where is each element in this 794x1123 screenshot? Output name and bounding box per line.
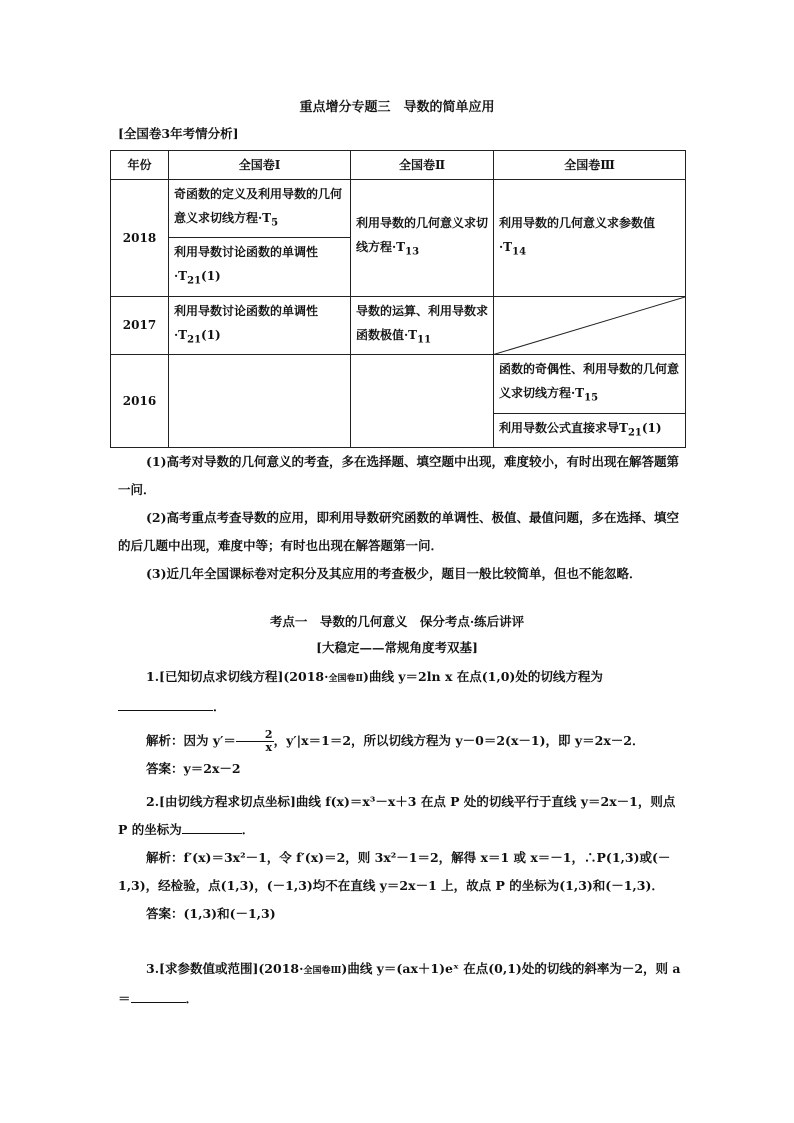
table-row-2017	[111, 296, 686, 354]
question-2-solution: 解析：f′(x)＝3x²－1，令 f′(x)＝2，则 3x²－1＝2，解得 x＝1 或 x＝－1，∴P(1,3)或(－1,3)，经检验，点(1,3)，(－1,3)均不在直线 y＝2x－1 上，故点 P 的坐标为(1,3)和(－1,3)．	[118, 850, 671, 893]
cell-2016-paper2-empty	[351, 355, 494, 448]
cell-2016-paper3-b: 利用导数公式直接求导$T_{21}(1)$	[494, 413, 686, 447]
year-2017: 2017	[111, 296, 169, 354]
table-row-2016	[111, 355, 686, 413]
cell-2018-paper3: 利用导数的几何意义求参数值$\cdot T_{14}$	[494, 180, 686, 297]
question-2	[118, 788, 688, 928]
analysis-label: [全国卷3年考情分析]	[118, 126, 239, 141]
year-2016: 2016	[111, 355, 169, 448]
question-2-stem: 2.[由切线方程求切点坐标]曲线 f(x)＝x³－x＋3 在点 P 处的切线平行于直线 y＝2x－1，则点 P 的坐标为 ．	[118, 794, 676, 837]
header-paper-3: 全国卷Ⅲ	[494, 151, 686, 180]
section-title: 考点一 导数的几何意义 保分考点·练后讲评	[269, 614, 525, 629]
analysis-point-2: (2)高考重点考查导数的应用，即利用导数研究函数的单调性、极值、最值问题，多在选择、填空的后几题中出现，难度中等；有时也出现在解答题第一问．	[118, 510, 680, 553]
table-row-2018	[111, 180, 686, 238]
exam-analysis-table	[110, 150, 686, 448]
analysis-point-3: (3)近几年全国课标卷对定积分及其应用的考查极少，题目一般比较简单，但也不能忽略．	[146, 566, 642, 581]
cell-2016-paper3-a: 函数的奇偶性、利用导数的几何意义求切线方程$\cdot T_{15}$	[494, 355, 686, 413]
year-2018: 2018	[111, 180, 169, 297]
fraction: $\frac{2}{x}$	[236, 729, 274, 754]
cell-2016-paper1-empty	[169, 355, 351, 448]
analysis-paragraphs	[118, 448, 688, 588]
analysis-point-1: (1)高考对导数的几何意义的考查，多在选择题、填空题中出现，难度较小，有时出现在解答题第一问．	[118, 454, 680, 497]
page-title: 重点增分专题三 导数的简单应用	[299, 100, 495, 115]
answer-blank	[182, 817, 242, 834]
question-2-answer: 答案：(1,3)和(－1,3)	[146, 906, 276, 921]
cell-2017-paper2: 导数的运算、利用导数求函数极值$\cdot T_{11}$	[351, 296, 494, 354]
cell-2017-paper1: 利用导数讨论函数的单调性$\cdot T_{21}(1)$	[169, 296, 351, 354]
header-paper-1: 全国卷Ⅰ	[169, 151, 351, 180]
answer-blank	[131, 986, 186, 1003]
table-header-row	[111, 151, 686, 180]
question-1-answer: 答案：y＝2x－2	[146, 761, 241, 776]
diagonal-line	[494, 297, 685, 354]
question-1-solution: 解析：因为 y′＝ $\frac{2}{x}$ ，y′|x＝1＝2，所以切线方程为 y－0＝2(x－1)，即 y＝2x－2．	[146, 728, 645, 754]
cell-2017-paper3-empty	[494, 296, 686, 354]
question-3-stem: 3.[求参数值或范围](2018·全国卷Ⅲ)曲线 y＝(ax＋1)eˣ 在点(0,1)处的切线的斜率为－2，则 a＝ ．	[118, 961, 681, 1006]
header-paper-2: 全国卷Ⅱ	[351, 151, 494, 180]
cell-2018-paper1-a: 奇函数的定义及利用导数的几何意义求切线方程$\cdot T_5$	[169, 180, 351, 238]
answer-blank	[118, 694, 213, 711]
question-1-stem: 1.[已知切点求切线方程](2018·全国卷Ⅱ)曲线 y＝2ln x 在点(1,0)处的切线方程为．	[118, 663, 688, 721]
question-3	[118, 955, 688, 1013]
cell-2018-paper1-b: 利用导数讨论函数的单调性$\cdot T_{21}(1)$	[169, 238, 351, 296]
question-1	[118, 663, 688, 783]
section-subtitle: [大稳定——常规角度考双基]	[316, 640, 478, 655]
header-year: 年份	[111, 151, 169, 180]
cell-2018-paper2: 利用导数的几何意义求切线方程$\cdot T_{13}$	[351, 180, 494, 297]
